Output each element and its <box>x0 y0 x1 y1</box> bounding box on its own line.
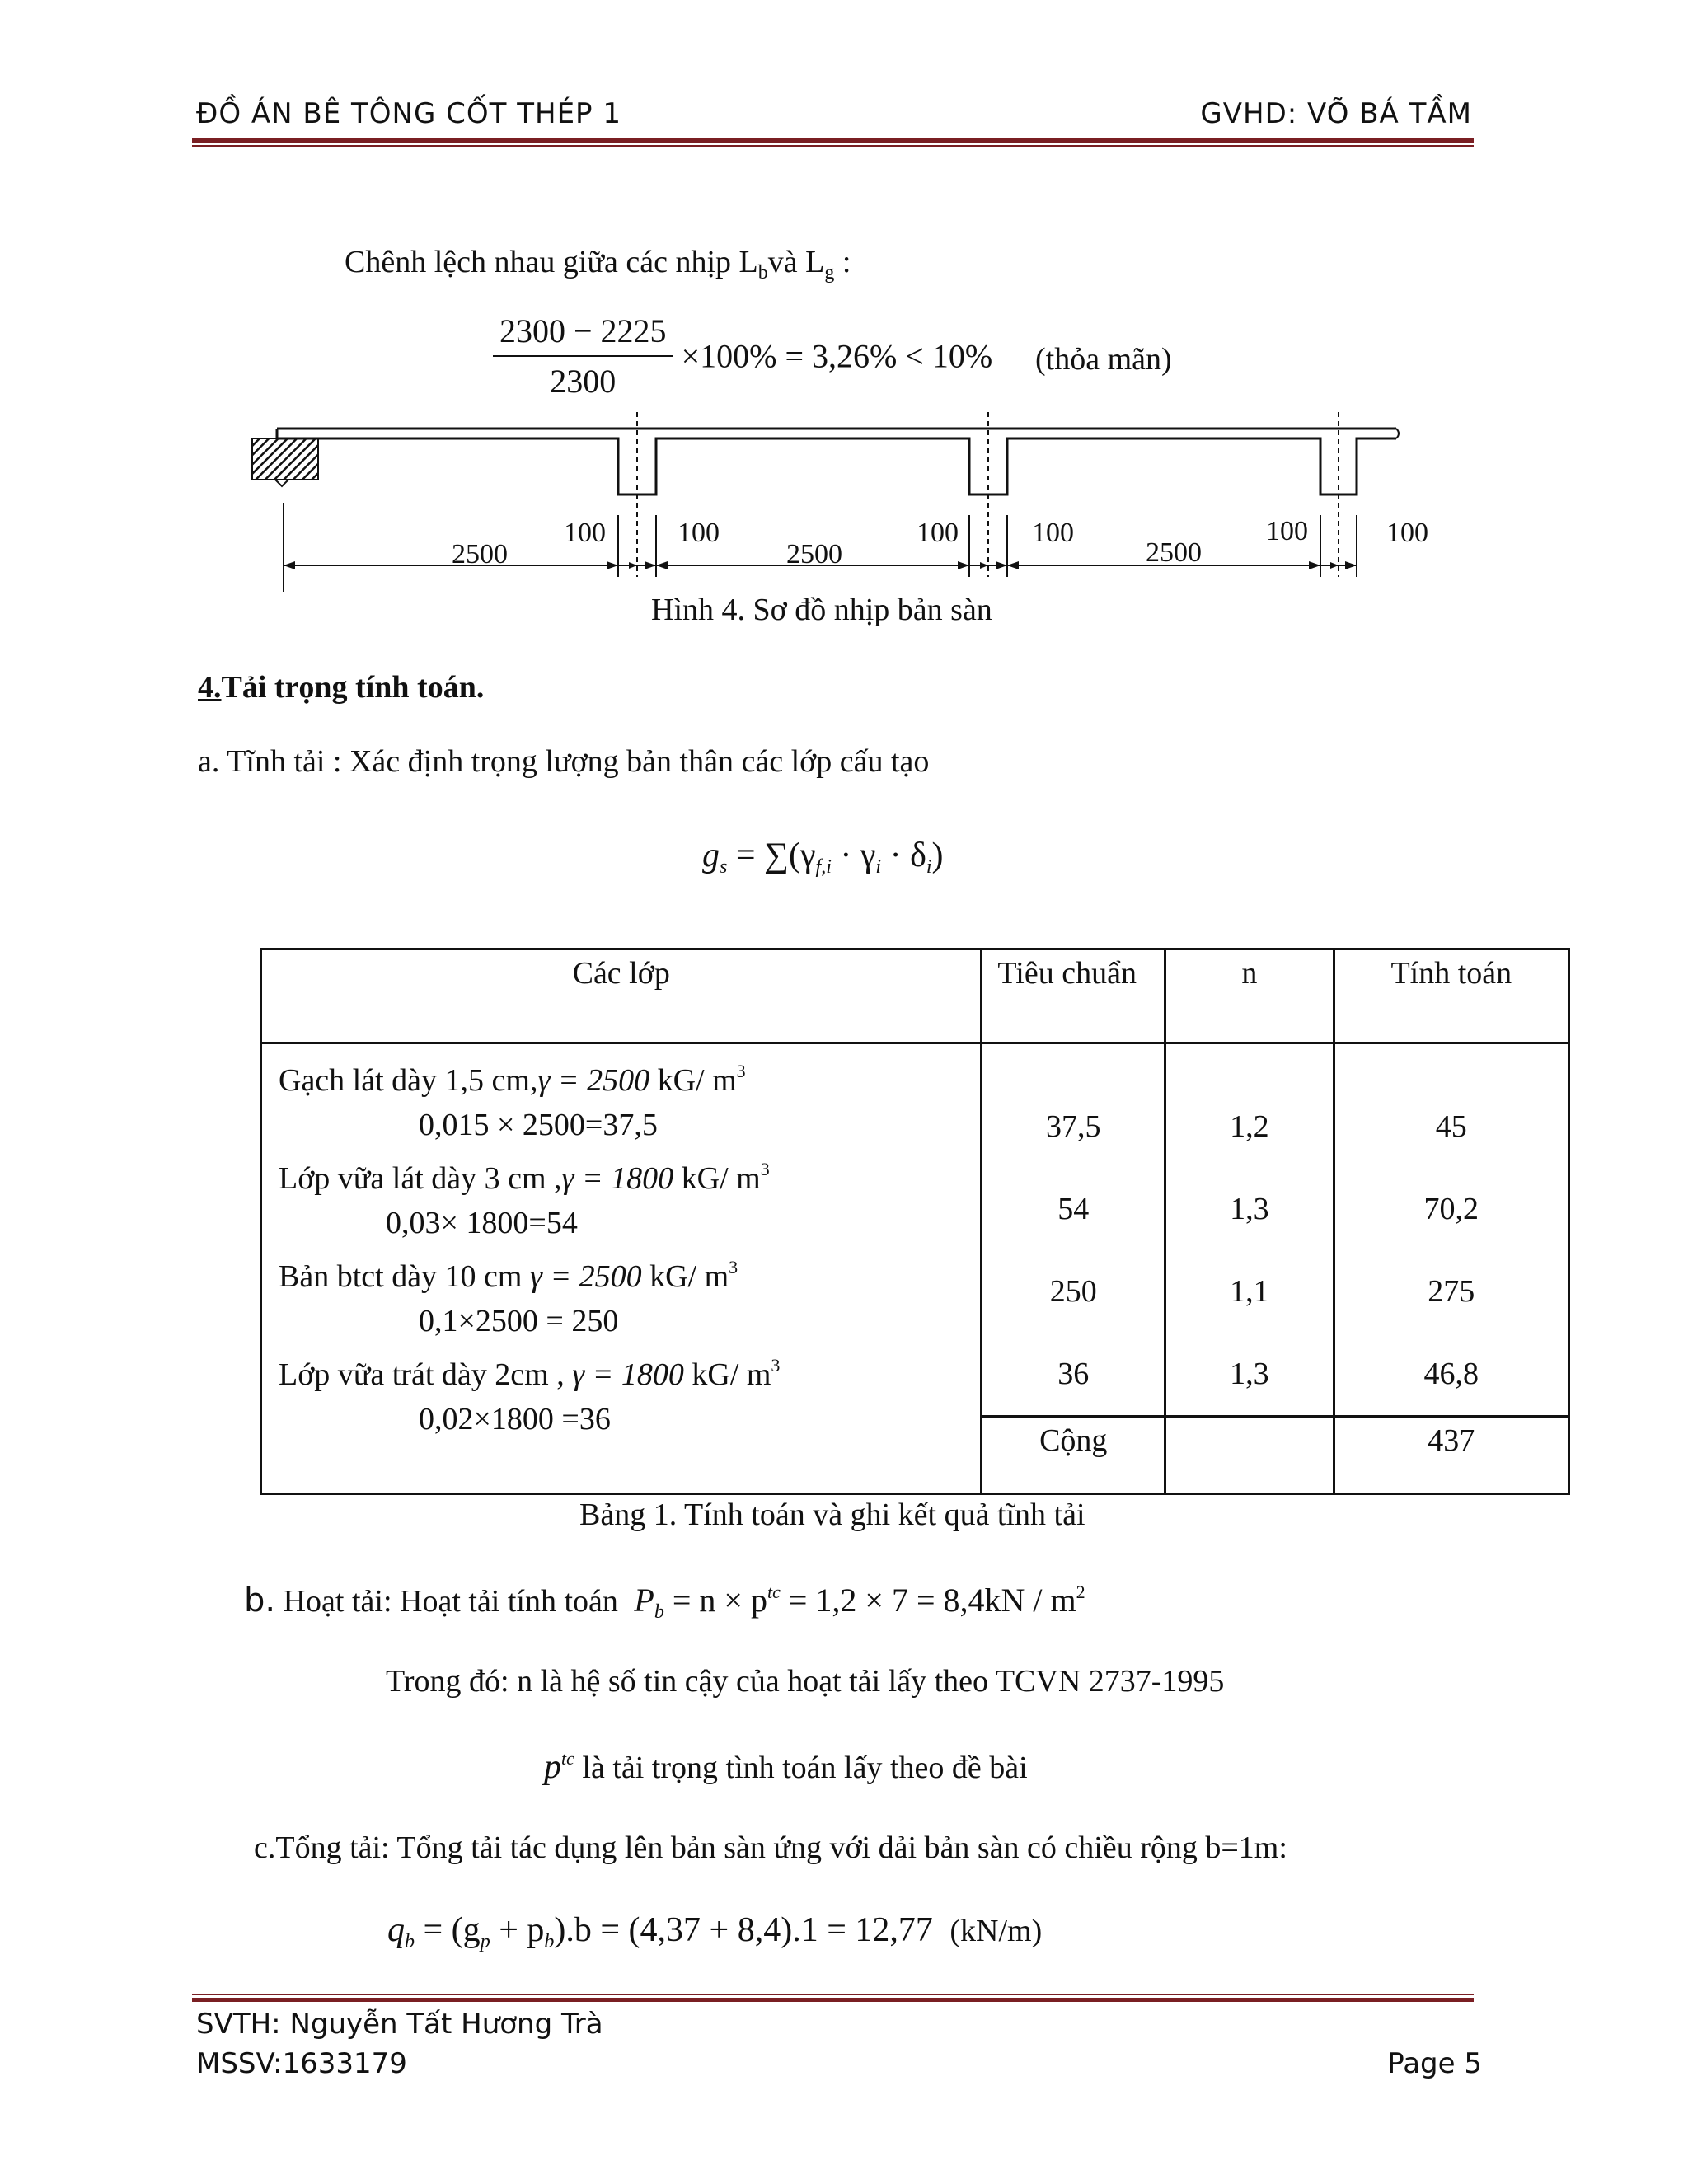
header-layers: Các lớp <box>261 949 982 1043</box>
dead-load-formula: $g_s = \sum(\gamma_{f,i} \cdot \gamma_i \cdot \delta_i)$ <box>702 837 944 878</box>
n-values: 1,2 1,3 1,1 1,3 <box>1165 1043 1334 1417</box>
total-label: Cộng <box>982 1417 1165 1494</box>
footer-student-id: MSSV:1633179 <box>196 2047 407 2080</box>
live-load-line: b. Hoạt tải: Hoạt tải tính toán $P_b = n \times p^{tc} = 1,2 \times 7 = 8,4kN / m^2$ <box>244 1582 1085 1623</box>
layers-cell <box>261 1043 982 1494</box>
slab-and-beams <box>277 429 1396 494</box>
footer-rule-top <box>192 1994 1474 1995</box>
footer-student: SVTH: Nguyễn Tất Hương Trà <box>196 2008 603 2041</box>
layer-2: Lớp vữa lát dày 3 cm ,γ = 1800 kG/ $m^3$ <box>279 1159 770 1196</box>
total-value: 437 <box>1334 1417 1568 1494</box>
layer-2-calc: 0,03× 1800=54 <box>386 1206 578 1240</box>
layer-4-calc: 0,02×1800 =36 <box>419 1402 611 1436</box>
beam-dim-3: 100 <box>917 518 959 548</box>
slab-span-diagram <box>247 412 1418 610</box>
dead-load-table <box>260 948 1570 1495</box>
header-computed: Tính toán <box>1334 949 1568 1043</box>
beam-dim-1: 100 <box>564 518 606 548</box>
figure-caption: Hình 4. Sơ đồ nhịp bản sàn <box>651 593 992 627</box>
fraction-numerator: 2300 − 2225 <box>499 312 667 349</box>
layer-1-calc: 0,015 × 2500=37,5 <box>419 1108 658 1142</box>
layer-4: Lớp vữa trát dày 2cm , γ = 1800 kG/ $m^3$ <box>279 1355 781 1392</box>
formula-result: ×100% = 3,26% < 10% <box>681 337 993 375</box>
header-rule-bottom <box>192 145 1474 147</box>
header-title: ĐỒ ÁN BÊ TÔNG CỐT THÉP 1 <box>196 97 621 130</box>
span-dim-3: 2500 <box>1146 537 1202 568</box>
footer-rule-bottom <box>192 1998 1474 2002</box>
layer-1: Gạch lát dày 1,5 cm,γ = 2500 kG/ $m^3$ <box>279 1061 746 1098</box>
difference-formula <box>493 312 992 401</box>
table-caption: Bảng 1. Tính toán và ghi kết quả tĩnh tải <box>579 1497 1085 1532</box>
standard-load-note: $p^{tc}$ là tải trọng tình toán lấy theo đề bài <box>544 1748 1028 1786</box>
dead-load-intro: a. Tĩnh tải : Xác định trọng lượng bản thân các lớp cấu tạo <box>198 744 930 779</box>
header-n: n <box>1165 949 1334 1043</box>
beam-dim-4: 100 <box>1032 518 1074 548</box>
wall-support <box>252 438 318 480</box>
header-rule-top <box>192 138 1474 143</box>
span-dim-2: 2500 <box>786 539 842 569</box>
standard-values: 37,5 54 250 36 <box>982 1043 1165 1417</box>
fraction-denominator: 2300 <box>550 363 617 400</box>
header-standard: Tiêu chuẩn <box>982 949 1165 1043</box>
layer-3: Bản btct dày 10 cm γ = 2500 kG/ $m^3$ <box>279 1257 738 1294</box>
span-difference-intro: Chênh lệch nhau giữa các nhịp $L_bvà$ $L_g$ : <box>345 245 851 284</box>
layer-3-calc: 0,1×2500 = 250 <box>419 1304 619 1338</box>
header-supervisor: GVHD: VÕ BÁ TẦM <box>1200 97 1472 130</box>
table-row <box>261 1043 1569 1417</box>
total-load-formula: $q_b = (g_p + p_b).b = (4,37 + 8,4).1 = 12,77$ (kN/m) <box>387 1911 1043 1952</box>
page-number: Page 5 <box>1387 2047 1482 2080</box>
span-dim-1: 2500 <box>452 539 508 569</box>
total-n-empty <box>1165 1417 1334 1494</box>
reliability-factor-note: Trong đó: n là hệ số tin cậy của hoạt tải lấy theo TCVN 2737-1995 <box>386 1664 1225 1699</box>
fraction-bar <box>493 355 673 357</box>
beam-dim-6: 100 <box>1386 518 1428 548</box>
beam-dim-2: 100 <box>678 518 720 548</box>
beam-dim-5: 100 <box>1266 516 1308 546</box>
satisfied-note: (thỏa mãn) <box>1035 342 1172 377</box>
table-header-row <box>261 949 1569 1043</box>
total-load-line: c.Tổng tải: Tổng tải tác dụng lên bản sàn ứng với dải bản sàn có chiều rộng b=1m: <box>254 1830 1287 1865</box>
section-heading: 4.Tải trọng tính toán. <box>198 670 485 705</box>
computed-values: 45 70,2 275 46,8 <box>1334 1043 1568 1417</box>
